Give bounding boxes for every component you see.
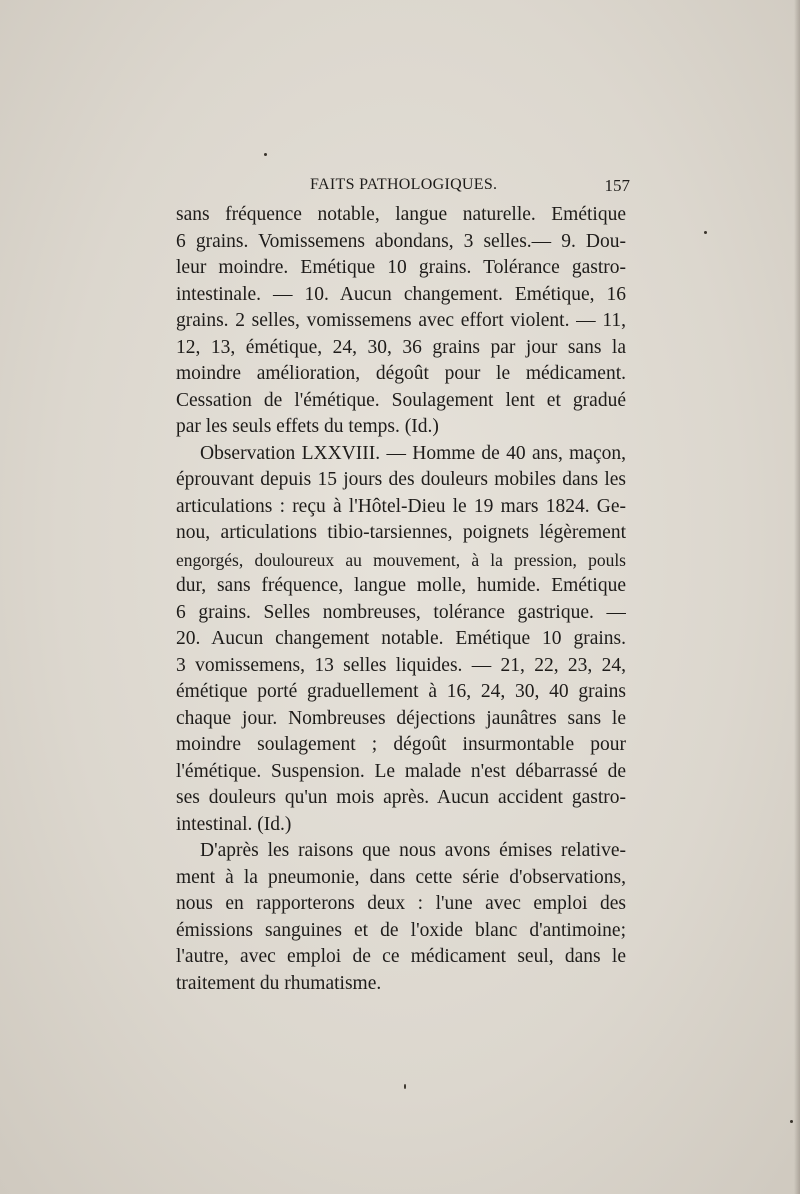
text-line: articulations : reçu à l'Hôtel-Dieu le 19 mars 1824. Ge- xyxy=(176,495,626,517)
text-line: 6 grains. Selles nombreuses, tolérance gastrique. — xyxy=(176,601,626,623)
text-line: l'émétique. Suspension. Le malade n'est débarrassé de xyxy=(176,760,626,782)
running-head: FAITS PATHOLOGIQUES. xyxy=(310,176,498,193)
text-line: traitement du rhumatisme. xyxy=(176,972,382,994)
text-line: 12, 13, émétique, 24, 30, 36 grains par jour sans la xyxy=(176,336,626,358)
text-line: leur moindre. Emétique 10 grains. Tolérance gastro- xyxy=(176,257,626,278)
text-line: chaque jour. Nombreuses déjections jaunâtres sans le xyxy=(176,707,626,729)
text-line: l'autre, avec emploi de ce médicament seul, dans le xyxy=(176,946,626,967)
paper-speck xyxy=(404,1084,406,1089)
page-number: 157 xyxy=(604,176,630,195)
text-line: par les seuls effets du temps. (Id.) xyxy=(176,416,439,437)
text-line: Cessation de l'émétique. Soulagement lent et gradué xyxy=(176,389,626,411)
text-line: dur, sans fréquence, langue molle, humide. Emétique xyxy=(176,575,626,596)
text-line: sans fréquence notable, langue naturelle. Emétique xyxy=(176,204,626,225)
text-line: D'après les raisons que nous avons émises relative- xyxy=(200,840,626,861)
text-line: 20. Aucun changement notable. Emétique 10 grains. xyxy=(176,628,626,649)
page-header xyxy=(310,176,630,198)
text-line: émétique porté graduellement à 16, 24, 30, 40 grains xyxy=(176,681,626,702)
text-line: nou, articulations tibio-tarsiennes, poignets légèrement xyxy=(176,522,626,543)
paper-speck xyxy=(704,231,707,234)
text-line: émissions sanguines et de l'oxide blanc d'antimoine; xyxy=(176,919,626,941)
paper-speck xyxy=(264,153,267,156)
text-line: intestinale. — 10. Aucun changement. Emétique, 16 xyxy=(176,283,626,305)
text-line: moindre amélioration, dégoût pour le médicament. xyxy=(176,363,626,384)
text-line: engorgés, douloureux au mouvement, à la pression, pouls xyxy=(176,549,626,570)
text-line: éprouvant depuis 15 jours des douleurs mobiles dans les xyxy=(176,469,626,490)
text-line: 3 vomissemens, 13 selles liquides. — 21, 22, 23, 24, xyxy=(176,654,626,676)
text-line: ses douleurs qu'un mois après. Aucun accident gastro- xyxy=(176,787,626,808)
text-line: nous en rapporterons deux : l'une avec emploi des xyxy=(176,893,626,914)
text-line: moindre soulagement ; dégoût insurmontable pour xyxy=(176,734,626,755)
text-line: Observation LXXVIII. — Homme de 40 ans, maçon, xyxy=(200,442,626,464)
text-line: ment à la pneumonie, dans cette série d'observations, xyxy=(176,866,626,888)
text-line: 6 grains. Vomissemens abondans, 3 selles.— 9. Dou- xyxy=(176,230,626,252)
text-line: grains. 2 selles, vomissemens avec effort violent. — 11, xyxy=(176,310,626,331)
body-text xyxy=(176,202,626,997)
page-edge-shadow xyxy=(794,0,800,1194)
paper-speck xyxy=(790,1120,793,1123)
text-line: intestinal. (Id.) xyxy=(176,813,292,835)
